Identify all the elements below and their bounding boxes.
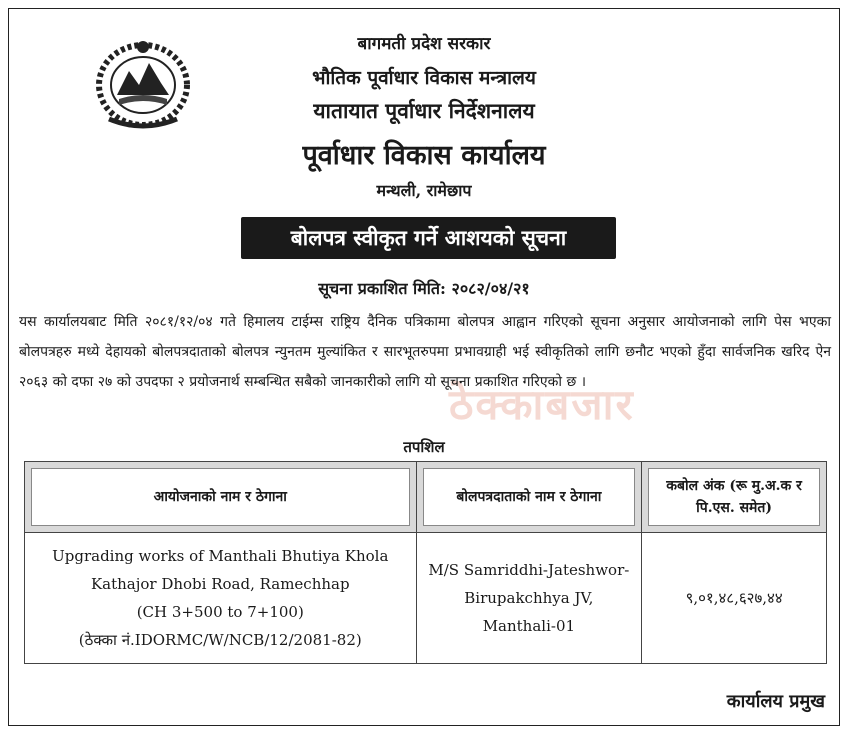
bid-amount: ९,०१,४८,६२७,४४ [685, 589, 783, 607]
header-amount [642, 462, 827, 533]
header-project [25, 462, 417, 533]
watermark: ठेक्काबजार [449, 380, 635, 429]
table-header-row [25, 462, 827, 533]
amount-cell [642, 533, 827, 664]
bidder-line: Birupakchhya JV, [464, 589, 594, 607]
table-row [25, 533, 827, 664]
project-line: Kathajor Dhobi Road, Ramechhap [90, 575, 350, 593]
bidder-address: Manthali-01 [482, 617, 576, 635]
header-bidder [416, 462, 642, 533]
header-bidder-label: बोलपत्रदाताको नाम र ठेगाना [423, 468, 636, 526]
office-location: मन्थली, रामेछाप [376, 181, 472, 200]
bidder-line: M/S Samriddhi-Jateshwor- [428, 561, 630, 579]
contract-table [24, 461, 827, 664]
header-project-label: आयोजनाको नाम र ठेगाना [31, 468, 410, 526]
office-name: पूर्वाधार विकास कार्यालय [302, 140, 546, 171]
header-amount-label: कबोल अंक (रू मु.अ.क र पि.एस. समेत) [648, 468, 820, 526]
project-cell [25, 533, 417, 664]
bidder-cell [416, 533, 642, 664]
province-name: बागमती प्रदेश सरकार [357, 34, 491, 54]
ministry-name: भौतिक पूर्वाधार विकास मन्त्रालय [312, 67, 536, 89]
notice-title: बोलपत्र स्वीकृत गर्ने आशयको सूचना [241, 217, 616, 259]
project-line: Upgrading works of Manthali Bhutiya Khola [52, 547, 389, 565]
contract-number: (ठेक्का नं.IDORMC/W/NCB/12/2081-82) [78, 631, 362, 649]
published-date: सूचना प्रकाशित मिति: २०८२/०४/२१ [318, 279, 530, 298]
notice-body: यस कार्यालयबाट मिति २०८१/१२/०४ गते हिमालय टाईम्स राष्ट्रिय दैनिक पत्रिकामा बोलपत्र आह्वान गरिएको सूचना अनुसार आयोजनाको लागि पेस भएका बोलपत्रहरु मध्ये देहायको बोलपत्रदाताको बोलपत्र न्युनतम मुल्यांकित र सारभूतरुपमा प्रभावग्राही भई स्वीकृतिको लागि छनौट भएको हुँदा सार्वजनिक खरिद ऐन २०६३ को दफा २७ को उपदफा २ प्रयोजनार्थ सम्बन्धित सबैको जानकारीको लागि यो सूचना प्रकाशित गरिएको छ । [19, 314, 831, 390]
details-label: तपशिल [403, 438, 445, 456]
signature: कार्यालय प्रमुख [726, 691, 825, 712]
directorate-name: यातायात पूर्वाधार निर्देशनालय [313, 98, 535, 123]
project-chainage: (CH 3+500 to 7+100) [136, 603, 304, 621]
notice-page [8, 8, 840, 726]
